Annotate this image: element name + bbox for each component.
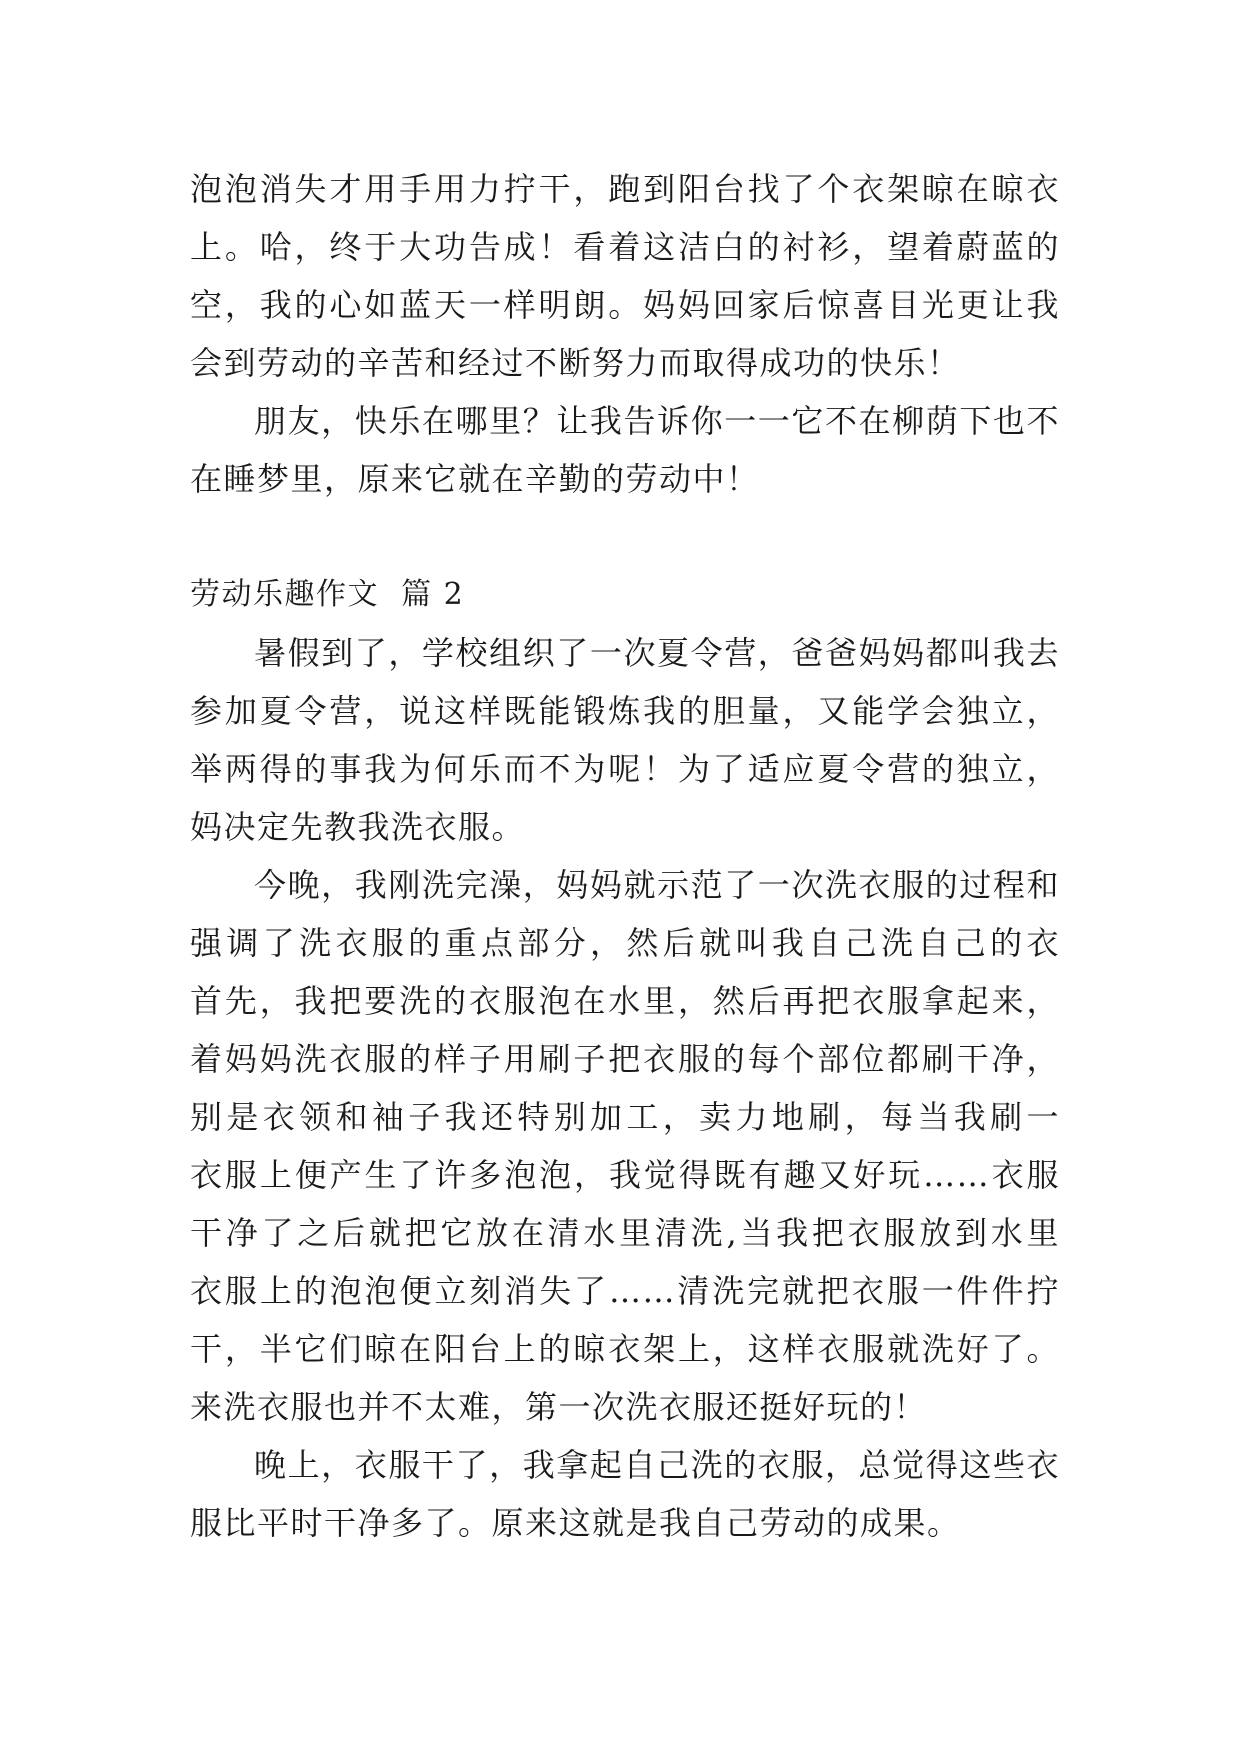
text-line: 泡泡消失才用手用力拧干，跑到阳台找了个衣架晾在晾衣 <box>190 170 1060 208</box>
text-line: 空，我的心如蓝天一样明朗。妈妈回家后惊喜目光更让我 <box>190 286 1060 324</box>
text-line: 晚上，衣服干了，我拿起自己洗的衣服，总觉得这些衣 <box>254 1446 1060 1484</box>
text-line: 在睡梦里，原来它就在辛勤的劳动中！ <box>190 460 760 498</box>
text-line: 别是衣领和袖子我还特别加工，卖力地刷，每当我刷一 <box>190 1098 1060 1136</box>
section-spacer <box>190 508 1060 566</box>
text-line: 衣服上的泡泡便立刻消失了……清洗完就把衣服一件件拧 <box>190 1272 1060 1310</box>
text-line: 服比平时干净多了。原来这就是我自己劳动的成果。 <box>190 1504 961 1542</box>
text-line: 上。哈，终于大功告成！看着这洁白的衬衫，望着蔚蓝的 <box>190 228 1060 266</box>
document-body <box>190 160 1060 1552</box>
text-line: 来洗衣服也并不太难，第一次洗衣服还挺好玩的！ <box>190 1388 928 1426</box>
text-line: 衣服上便产生了许多泡泡，我觉得既有趣又好玩……衣服 <box>190 1156 1060 1194</box>
text-line: 暑假到了，学校组织了一次夏令营，爸爸妈妈都叫我去 <box>254 634 1060 672</box>
text-line: 首先，我把要洗的衣服泡在水里，然后再把衣服拿起来， <box>190 982 1060 1020</box>
text-line: 妈决定先教我洗衣服。 <box>190 808 526 846</box>
text-line: 今晚，我刚洗完澡，妈妈就示范了一次洗衣服的过程和 <box>254 866 1060 904</box>
text-line: 干净了之后就把它放在清水里清洗,当我把衣服放到水里 <box>190 1214 1060 1252</box>
text-line: 举两得的事我为何乐而不为呢！为了适应夏令营的独立， <box>190 750 1060 788</box>
text-line: 强调了洗衣服的重点部分，然后就叫我自己洗自己的衣 <box>190 924 1060 962</box>
text-line: 朋友，快乐在哪里？让我告诉你一一它不在柳荫下也不 <box>254 402 1060 440</box>
text-line: 参加夏令营，说这样既能锻炼我的胆量，又能学会独立， <box>190 692 1060 730</box>
text-line: 着妈妈洗衣服的样子用刷子把衣服的每个部位都刷干净， <box>190 1040 1060 1078</box>
text-line: 会到劳动的辛苦和经过不断努力而取得成功的快乐！ <box>190 344 961 382</box>
text-line: 干，半它们晾在阳台上的晾衣架上，这样衣服就洗好了。 <box>190 1330 1060 1368</box>
section-heading: 劳动乐趣作文 篇 2 <box>190 577 465 612</box>
